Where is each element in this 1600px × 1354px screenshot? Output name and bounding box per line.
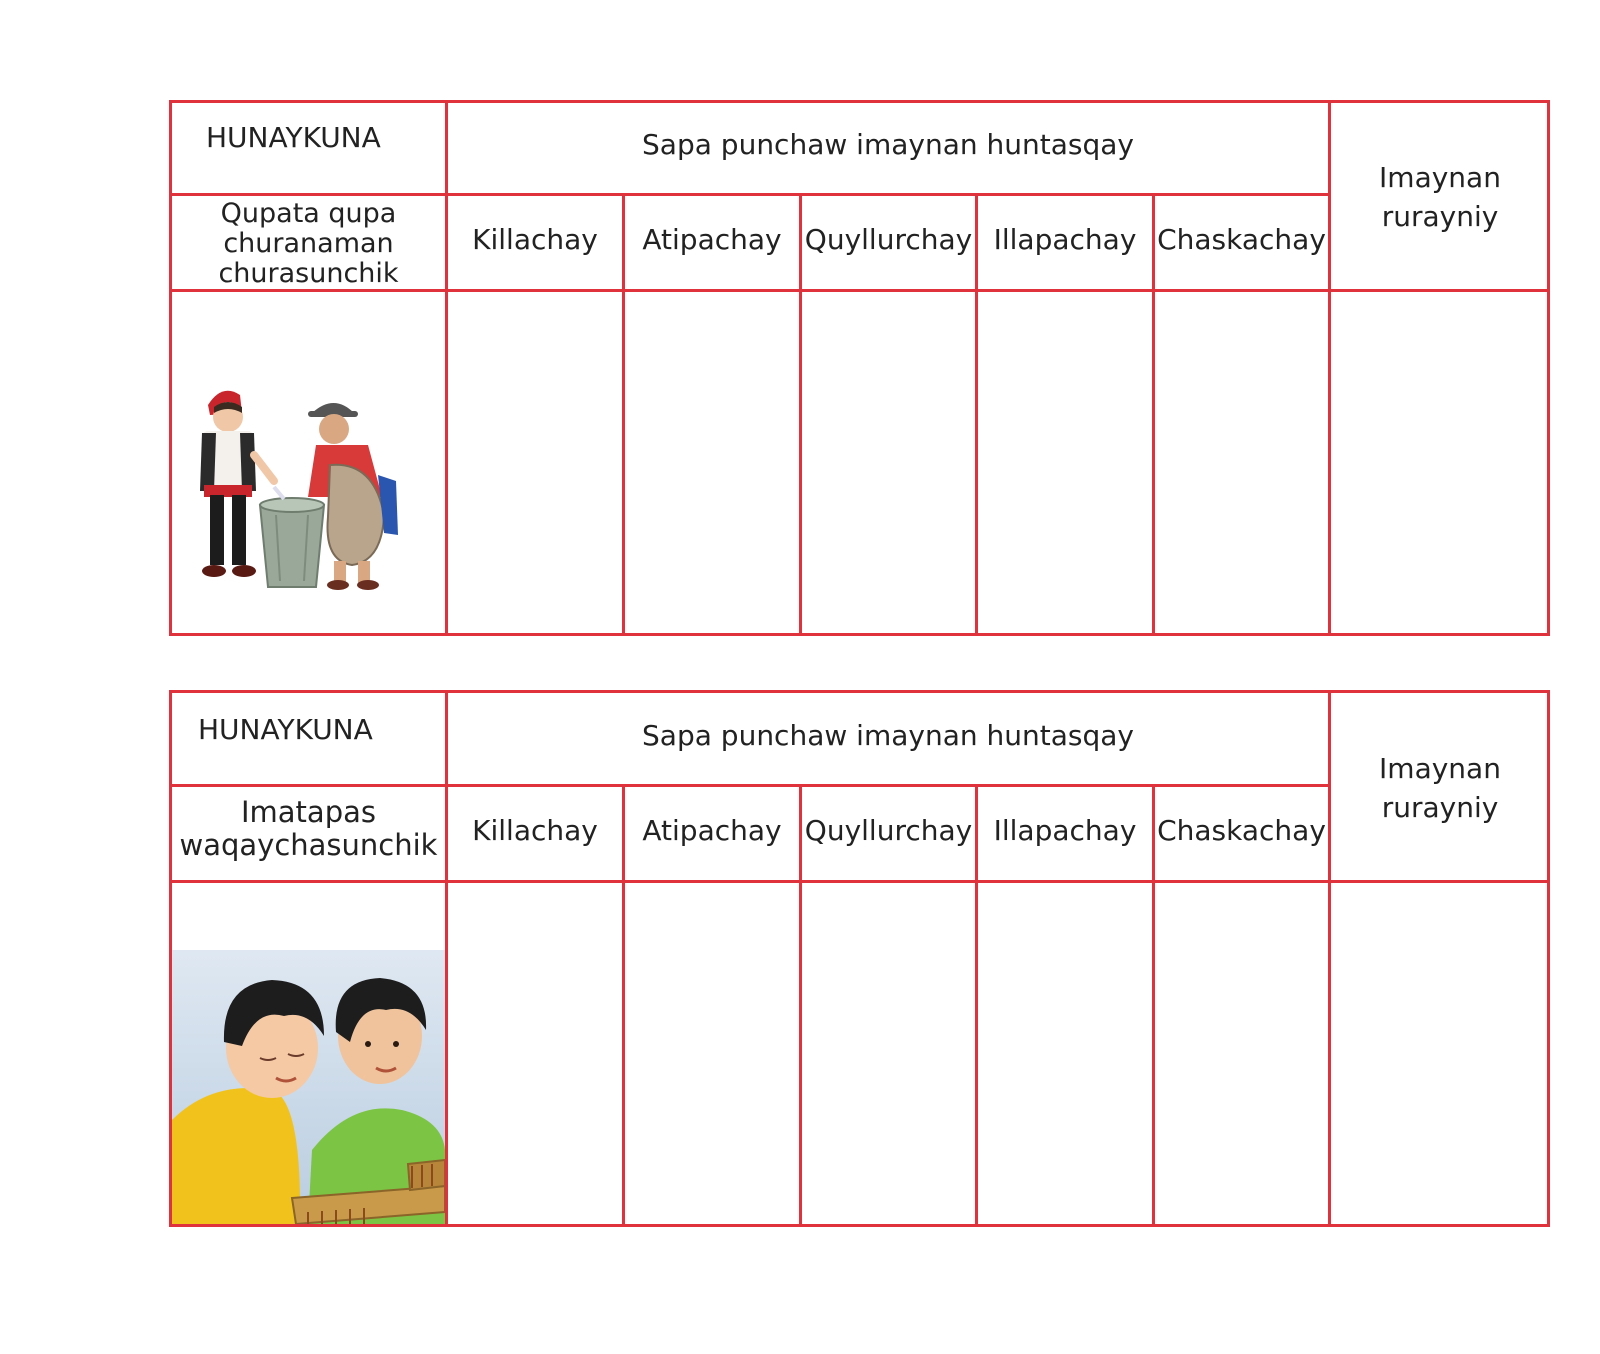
corner-label: HUNAYKUNA (198, 713, 373, 746)
day-header-1: Killachay (472, 814, 598, 847)
day-header-4: Illapachay (993, 814, 1137, 847)
answer-cell[interactable] (448, 292, 622, 633)
grid-line (169, 784, 1330, 787)
day-header-3: Quyllurchay (804, 223, 973, 256)
last-column-header: Imaynan rurayniy (1379, 161, 1501, 233)
day-header-1: Killachay (472, 223, 598, 256)
grid-line (169, 690, 1550, 693)
header-span-title: Sapa punchaw imaynan huntasqay (642, 719, 1134, 752)
children-storing-items-illustration (172, 950, 445, 1224)
answer-cell[interactable] (802, 883, 975, 1224)
day-header-3: Quyllurchay (804, 814, 973, 847)
grid-line (169, 100, 1550, 103)
grid-line (169, 1224, 1550, 1227)
answer-cell[interactable] (1155, 883, 1328, 1224)
grid-line (169, 633, 1550, 636)
day-header-5: Chaskachay (1157, 814, 1326, 847)
answer-cell[interactable] (978, 292, 1152, 633)
day-header-4: Illapachay (993, 223, 1137, 256)
row-label: Qupata qupa churanaman churasunchik (218, 198, 399, 289)
answer-cell[interactable] (978, 883, 1152, 1224)
day-header-5: Chaskachay (1157, 223, 1326, 256)
day-header-2: Atipachay (642, 223, 782, 256)
grid-line (169, 193, 1330, 196)
answer-cell[interactable] (625, 883, 799, 1224)
grid-line (1547, 690, 1550, 1226)
row-label: Imatapas waqaychasunchik (179, 795, 438, 862)
corner-label: HUNAYKUNA (206, 121, 381, 154)
day-header-2: Atipachay (642, 814, 782, 847)
answer-cell[interactable] (625, 292, 799, 633)
answer-cell[interactable] (1331, 883, 1547, 1224)
answer-cell[interactable] (448, 883, 622, 1224)
answer-cell[interactable] (802, 292, 975, 633)
children-trash-bin-illustration (178, 365, 438, 615)
answer-cell[interactable] (1155, 292, 1328, 633)
header-span-title: Sapa punchaw imaynan huntasqay (642, 128, 1134, 161)
answer-cell[interactable] (1331, 292, 1547, 633)
last-column-header: Imaynan rurayniy (1379, 752, 1501, 824)
grid-line (169, 100, 172, 635)
grid-line (1547, 100, 1550, 635)
